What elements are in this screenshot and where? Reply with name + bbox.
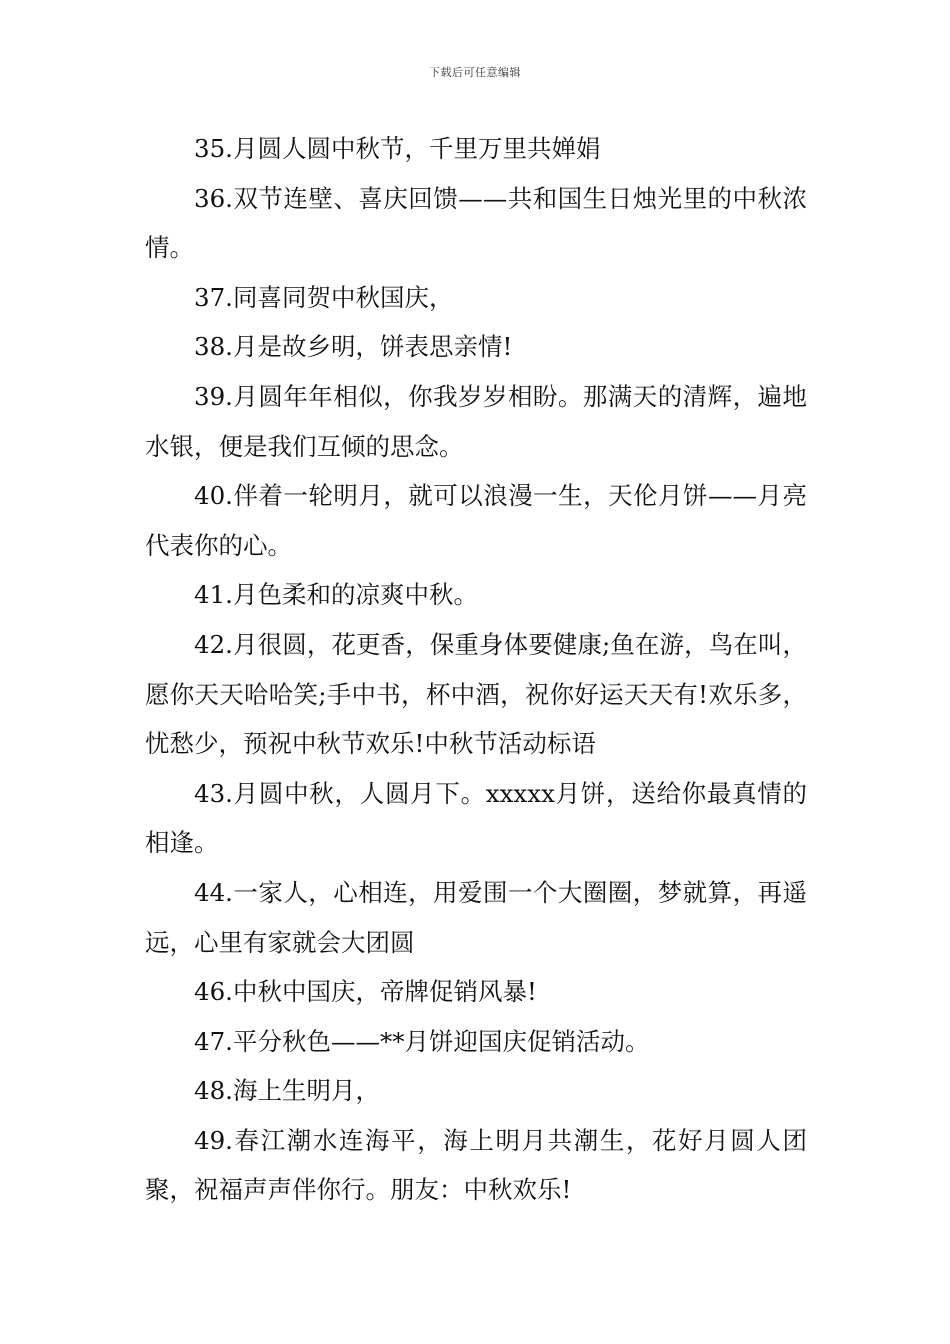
paragraph-36: 36.双节连壁、喜庆回馈——共和国生日烛光里的中秋浓情。 xyxy=(145,183,807,263)
paragraph-37: 37.同喜同贺中秋国庆， xyxy=(194,282,454,312)
paragraph-47: 47.平分秋色——**月饼迎国庆促销活动。 xyxy=(194,1026,650,1056)
paragraph-35: 35.月圆人圆中秋节，千里万里共婵娟 xyxy=(194,134,601,163)
page-header: 下载后可任意编辑 xyxy=(429,66,521,79)
document-body xyxy=(145,124,807,1215)
paragraph-39: 39.月圆年年相似，你我岁岁相盼。那满天的清辉，遍地水银，便是我们互倾的思念。 xyxy=(145,381,807,461)
paragraph-43: 43.月圆中秋，人圆月下。xxxxx月饼，送给你最真情的相逢。 xyxy=(145,778,807,858)
paragraph-38: 38.月是故乡明，饼表思亲情! xyxy=(194,332,513,362)
paragraph-42: 42.月很圆，花更香，保重身体要健康;鱼在游，鸟在叫，愿你天天哈哈笑;手中书，杯中酒，祝你好运天天有!欢乐多，忧愁少，预祝中秋节欢乐!中秋节活动标语 xyxy=(145,629,807,759)
paragraph-46: 46.中秋中国庆，帝牌促销风暴! xyxy=(194,977,537,1007)
paragraph-49: 49.春江潮水连海平，海上明月共潮生，花好月圆人团聚，祝福声声伴你行。朋友：中秋欢乐! xyxy=(145,1125,807,1205)
paragraph-48: 48.海上生明月， xyxy=(194,1076,380,1106)
paragraph-41: 41.月色柔和的凉爽中秋。 xyxy=(194,580,478,610)
paragraph-40: 40.伴着一轮明月，就可以浪漫一生，天伦月饼——月亮代表你的心。 xyxy=(145,481,807,560)
paragraph-44: 44.一家人，心相连，用爱围一个大圈圈，梦就算，再遥远，心里有家就会大团圆 xyxy=(145,877,807,957)
